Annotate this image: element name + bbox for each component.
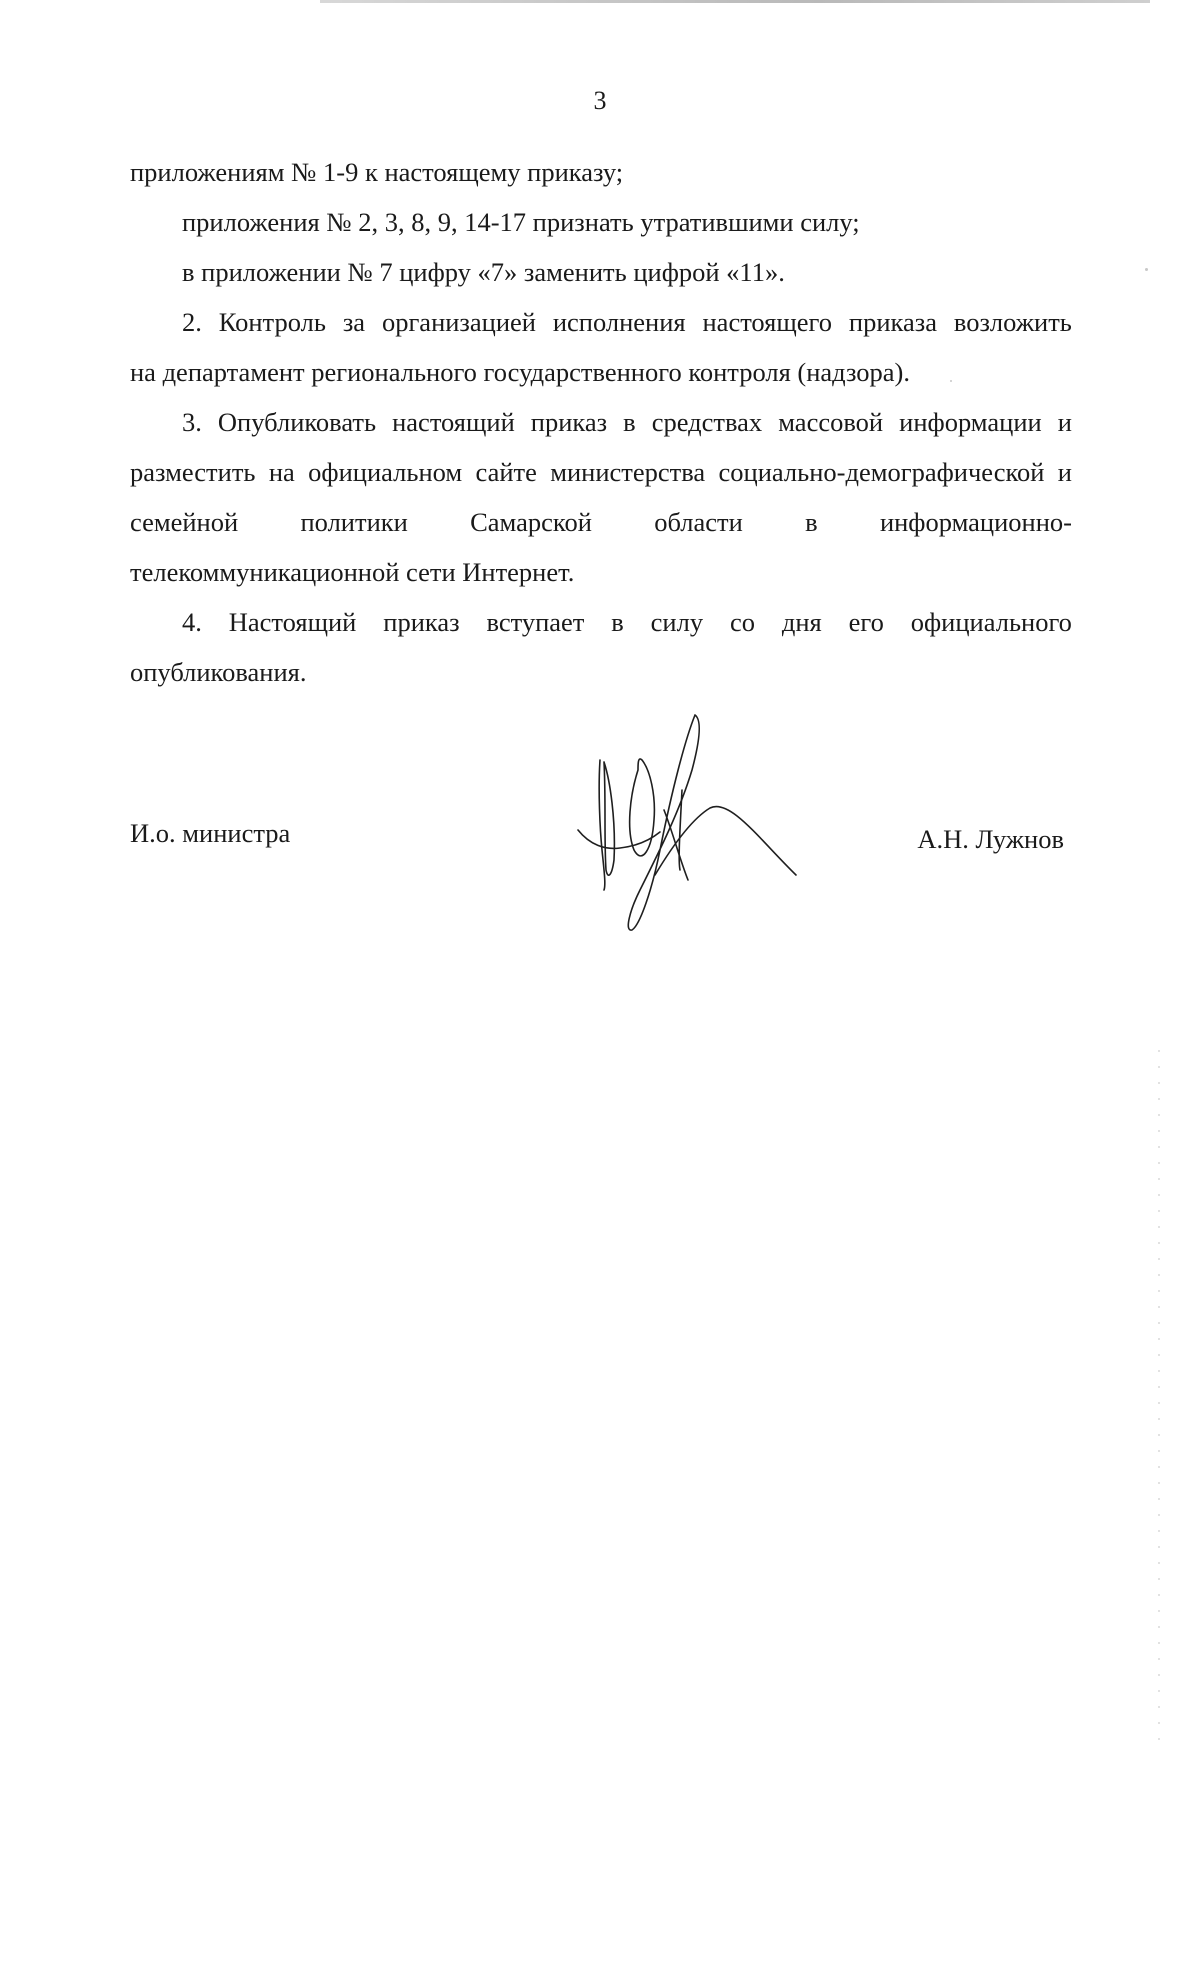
paragraph-3-line-1: в приложении № 7 цифру «7» заменить цифрой «11». (182, 257, 785, 287)
word: со (729, 607, 755, 637)
document-body (130, 147, 1072, 697)
paragraph-5-line-3 (130, 497, 1072, 547)
word: в (611, 607, 624, 637)
paragraph-4-line-1 (130, 297, 1072, 347)
word: Настоящий (228, 607, 357, 637)
word: в (805, 507, 818, 537)
word: дня (781, 607, 822, 637)
word: вступает (486, 607, 585, 637)
word: официальном (308, 457, 463, 487)
word: социально-демографической (718, 457, 1045, 487)
word: Опубликовать (217, 407, 377, 437)
paragraph-4-line-2: на департамент регионального государственного контроля (надзора). (130, 357, 910, 387)
word: массовой (778, 407, 884, 437)
word: 4. (182, 607, 202, 637)
scan-margin-dots (1158, 1050, 1160, 1750)
word: и (1057, 457, 1072, 487)
word: приказ (530, 407, 608, 437)
signer-title: И.о. министра (130, 818, 291, 848)
word: организацией (381, 307, 536, 337)
word: Самарской (470, 507, 592, 537)
paragraph-5-line-4: телекоммуникационной сети Интернет. (130, 557, 575, 587)
signature-block (130, 818, 1072, 878)
paragraph-2-line-1: приложения № 2, 3, 8, 9, 14-17 признать утратившими силу; (182, 207, 860, 237)
scan-edge-top (320, 0, 1150, 3)
word: приказа (848, 307, 937, 337)
word: информационно- (879, 507, 1072, 537)
word: семейной (130, 507, 239, 537)
scan-speck (1145, 268, 1148, 271)
word: политики (300, 507, 408, 537)
paragraph-5-line-2 (130, 447, 1072, 497)
word: за (342, 307, 366, 337)
word: средствах (651, 407, 763, 437)
word: информации (899, 407, 1042, 437)
word: и (1057, 407, 1072, 437)
word: настоящего (702, 307, 832, 337)
word: приказ (383, 607, 460, 637)
word: его (848, 607, 884, 637)
word: официального (910, 607, 1072, 637)
paragraph-6-line-1 (130, 597, 1072, 647)
paragraph-1-line-1: приложениям № 1-9 к настоящему приказу; (130, 157, 624, 187)
word: настоящий (392, 407, 515, 437)
word: в (623, 407, 636, 437)
signer-name: А.Н. Лужнов (917, 824, 1064, 854)
word: области (654, 507, 743, 537)
paragraph-5-line-1 (130, 397, 1072, 447)
word: разместить (130, 457, 256, 487)
word: сайте (475, 457, 537, 487)
word: возложить (953, 307, 1072, 337)
word: исполнения (552, 307, 686, 337)
word: министерства (550, 457, 706, 487)
word: силу (650, 607, 704, 637)
word: Контроль (218, 307, 326, 337)
word: 3. (182, 407, 202, 437)
page-number: 3 (593, 86, 607, 115)
word: 2. (182, 307, 202, 337)
paragraph-6-line-2: опубликования. (130, 657, 307, 687)
word: на (268, 457, 295, 487)
